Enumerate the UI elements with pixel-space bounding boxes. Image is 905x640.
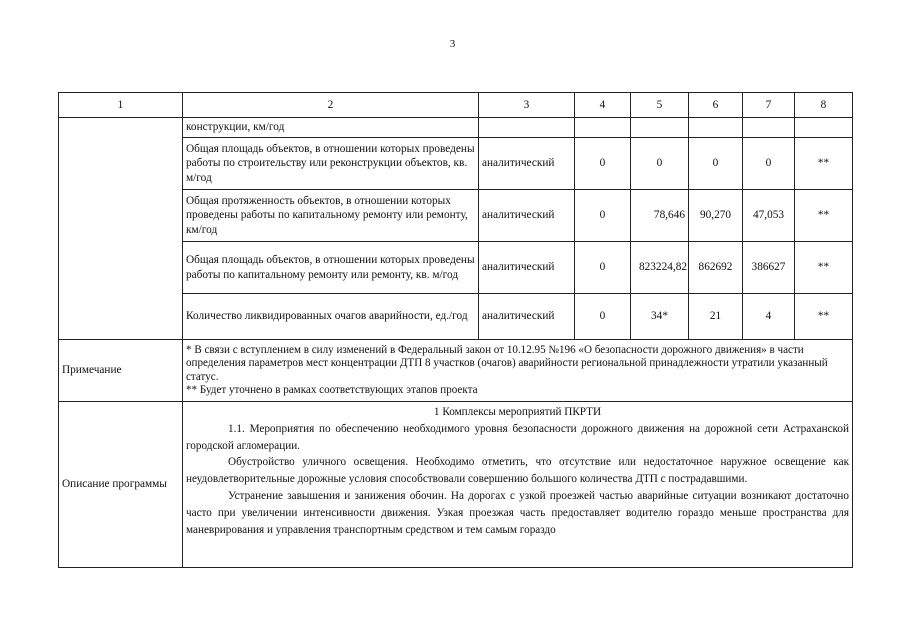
value-cell: 78,646: [631, 190, 689, 242]
header-cell: 8: [795, 93, 853, 118]
value-cell: 0: [575, 190, 631, 242]
method-cell: [479, 118, 575, 138]
empty-cell: [59, 118, 183, 340]
value-cell: 90,270: [689, 190, 743, 242]
value-cell: 386627: [743, 242, 795, 294]
note-line: * В связи с вступлением в силу изменений в Федеральный закон от 10.12.95 №196 «О безопасности дорожного движения» в части определения параметров мест концентрации ДТП 8 участков (очагов) аварийности региональной принадлежности утратили указанный статус.: [186, 343, 828, 383]
value-cell: **: [795, 138, 853, 190]
header-cell: 5: [631, 93, 689, 118]
indicator-name: Общая площадь объектов, в отношении которых проведены работы по строительству или реконструкции объектов, кв. м/год: [183, 138, 479, 190]
page-number: 3: [449, 38, 456, 50]
method-cell: аналитический: [479, 294, 575, 340]
value-cell: 823224,82: [631, 242, 689, 294]
method-cell: аналитический: [479, 190, 575, 242]
value-cell: **: [795, 242, 853, 294]
value-cell: [631, 118, 689, 138]
indicator-name: Общая протяженность объектов, в отношении которых проведены работы по капитальному ремонту или ремонту, км/год: [183, 190, 479, 242]
value-cell: [743, 118, 795, 138]
value-cell: 4: [743, 294, 795, 340]
paragraph: 1.1. Мероприятия по обеспечению необходимого уровня безопасности дорожного движения на дорожной сети Астраханской городской агломерации.: [186, 422, 849, 452]
value-cell: 0: [575, 294, 631, 340]
value-cell: 47,053: [743, 190, 795, 242]
paragraph: Обустройство уличного освещения. Необходимо отметить, что отсутствие или недостаточное наружное освещение как неудовлетворительные дорожные условия способствовали совершению большого количества ДТП с пострадавшими.: [186, 456, 849, 486]
description-label: Описание программы: [59, 402, 183, 568]
header-cell: 6: [689, 93, 743, 118]
value-cell: 862692: [689, 242, 743, 294]
indicator-name: конструкции, км/год: [183, 118, 479, 138]
indicator-name: Общая площадь объектов, в отношении которых проведены работы по капитальному ремонту или ремонту, кв. м/год: [183, 242, 479, 294]
method-cell: аналитический: [479, 138, 575, 190]
note-label: Примечание: [59, 340, 183, 402]
note-content: [183, 340, 853, 402]
value-cell: 34*: [631, 294, 689, 340]
note-line: ** Будет уточнено в рамках соответствующих этапов проекта: [186, 383, 478, 396]
header-row: [59, 93, 853, 118]
description-content: [183, 402, 853, 568]
method-cell: аналитический: [479, 242, 575, 294]
table-row: [59, 118, 853, 138]
header-cell: 1: [59, 93, 183, 118]
value-cell: **: [795, 294, 853, 340]
header-cell: 3: [479, 93, 575, 118]
value-cell: 0: [743, 138, 795, 190]
indicator-name: Количество ликвидированных очагов аварийности, ед./год: [183, 294, 479, 340]
header-cell: 7: [743, 93, 795, 118]
value-cell: [689, 118, 743, 138]
note-row: [59, 340, 853, 402]
value-cell: **: [795, 190, 853, 242]
section-title: 1 Комплексы мероприятий ПКРТИ: [433, 406, 602, 418]
value-cell: 0: [631, 138, 689, 190]
value-cell: 0: [575, 242, 631, 294]
value-cell: 0: [575, 138, 631, 190]
description-row: [59, 402, 853, 568]
header-cell: 2: [183, 93, 479, 118]
value-cell: [575, 118, 631, 138]
indicators-table: [58, 92, 853, 568]
paragraph: Устранение завышения и занижения обочин. На дорогах с узкой проезжей частью аварийные ситуации возникают достаточно часто при увеличении интенсивности движения. Узкая проезжая часть предоставляет водителю гораздо меньше пространства для маневрирования и управления транспортным средством и тем самым гораздо: [186, 489, 849, 536]
value-cell: 0: [689, 138, 743, 190]
value-cell: 21: [689, 294, 743, 340]
value-cell: [795, 118, 853, 138]
header-cell: 4: [575, 93, 631, 118]
